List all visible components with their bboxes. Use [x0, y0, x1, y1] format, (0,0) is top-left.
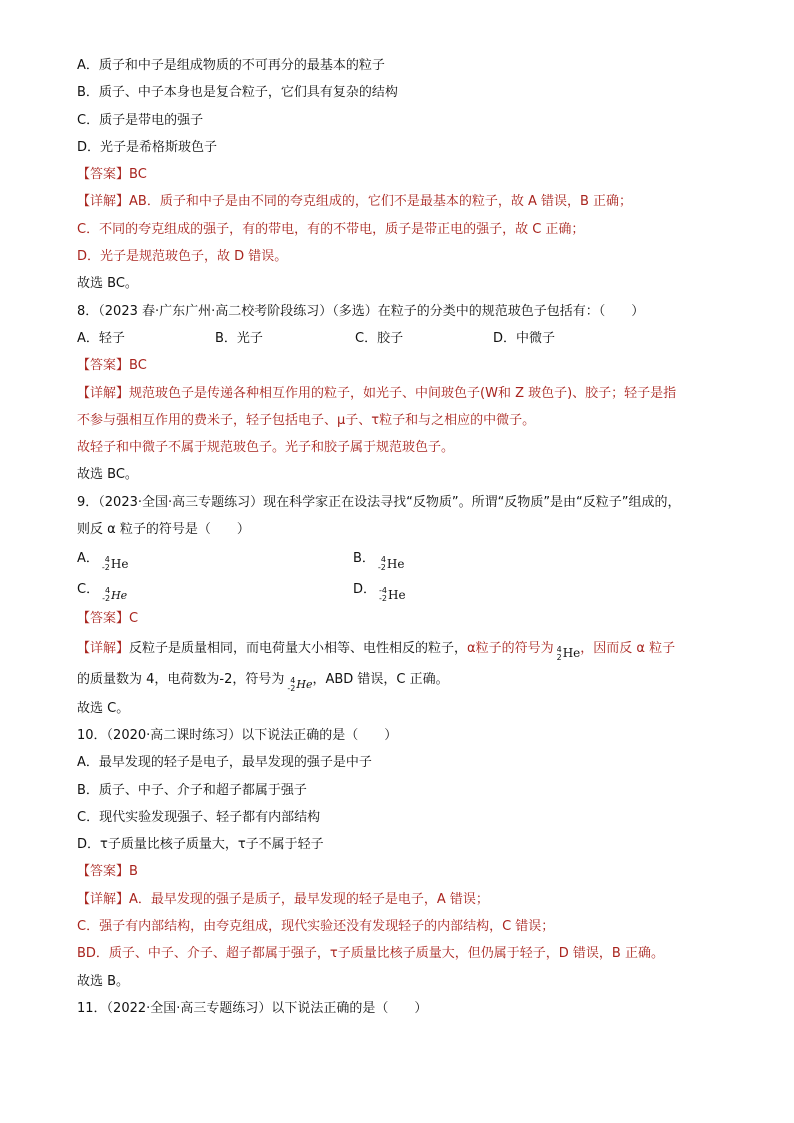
detail-text: 反粒子是质量相同，而电荷量大小相等、电性相反的粒子，	[129, 640, 468, 656]
q8-conclusion: 故选 BC。	[77, 467, 138, 483]
q7-option-b: B．质子、中子本身也是复合粒子，它们具有复杂的结构	[77, 85, 398, 101]
q8-option-b: B．光子	[215, 330, 263, 346]
detail-tag: 【详解】	[77, 640, 130, 656]
q9-option-d	[353, 574, 406, 605]
q7-option-c: C．质子是带电的强子	[77, 112, 204, 128]
option-label: A．	[77, 551, 99, 567]
charge-number: -2	[379, 594, 387, 604]
charge-number: -2	[377, 563, 386, 573]
q9-option-a	[77, 543, 353, 574]
answer-value: BC	[129, 167, 147, 183]
q7-detail-1	[77, 188, 737, 215]
q10-answer	[77, 858, 737, 885]
answer-tag: 【答案】	[77, 864, 130, 880]
q8-detail-2: 不参与强相互作用的费米子，轻子包括电子、μ子、τ粒子和与之相应的中微子。	[77, 412, 536, 428]
document-page	[77, 52, 737, 1022]
nuclide-symbol	[287, 669, 312, 700]
q10-option-c: C．现代实验发现强子、轻子都有内部结构	[77, 809, 321, 825]
detail-text: ，ABD 错误，C 正确。	[312, 671, 449, 687]
q8-option-a: A．轻子	[77, 330, 125, 346]
q7-option-d: D．光子是希格斯玻色子	[77, 139, 218, 155]
q8-options	[77, 325, 737, 352]
q8-option-d: D．中微子	[493, 330, 556, 346]
answer-tag: 【答案】	[77, 358, 130, 374]
charge-number: -2	[287, 683, 296, 693]
q7-option-a: A．质子和中子是组成物质的不可再分的最基本的粒子	[77, 58, 385, 73]
element-symbol: He	[110, 556, 129, 571]
answer-value: BC	[129, 358, 147, 374]
detail-text: AB．质子和中子是由不同的夸克组成的，它们不是最基本的粒子，故 A 错误，B 正确；	[129, 194, 633, 210]
q8-detail-3: 故轻子和中微子不属于规范玻色子。光子和胶子属于规范玻色子。	[77, 440, 455, 456]
q7-detail-2: C．不同的夸克组成的强子，有的带电，有的不带电，质子是带正电的强子，故 C 正确；	[77, 221, 585, 237]
charge-number: -2	[101, 563, 110, 573]
nuclide-symbol	[379, 580, 406, 611]
q9-answer	[77, 605, 737, 632]
option-label: C．	[77, 582, 100, 598]
q9-stem-2: 则反 α 粒子的符号是（ ）	[77, 522, 250, 538]
q9-detail-1	[77, 633, 737, 664]
detail-text: ，因而反 α 粒子	[580, 640, 676, 656]
charge-number: 2	[556, 652, 562, 662]
q9-options-row-2	[77, 574, 737, 605]
q9-option-b	[353, 543, 404, 574]
q9-option-c	[77, 574, 353, 605]
q8-stem: 8．（2023 春·广东广州·高二校考阶段练习）（多选）在粒子的分类中的规范玻色子包括有：（ ）	[77, 303, 645, 319]
q10-detail-1	[77, 886, 737, 913]
q9-detail-2	[77, 664, 737, 695]
option-label: B．	[353, 551, 375, 567]
q9-conclusion: 故选 C。	[77, 700, 130, 716]
element-symbol: He	[111, 588, 128, 602]
q8-detail-1	[77, 380, 737, 407]
q10-detail-2: C．强子有内部结构，由夸克组成，现代实验还没有发现轻子的内部结构，C 错误；	[77, 919, 555, 935]
q10-option-a: A．最早发现的轻子是电子，最早发现的强子是中子	[77, 755, 372, 771]
answer-value: C	[129, 611, 139, 627]
element-symbol: He	[296, 678, 313, 692]
detail-text: 的质量数为 4，电荷数为-2，符号为	[77, 671, 285, 687]
q8-answer	[77, 352, 737, 379]
q9-stem-1: 9．（2023·全国·高三专题练习）现在科学家正在设法寻找“反物质”。所谓“反物质”是由“反粒子”组成的，	[77, 494, 681, 510]
mass-number: 4	[556, 644, 562, 654]
mass-number: 4	[104, 586, 111, 596]
answer-tag: 【答案】	[77, 611, 130, 627]
detail-tag: 【详解】	[77, 891, 130, 907]
q7-conclusion: 故选 BC。	[77, 276, 138, 292]
q10-option-d: D．τ子质量比核子质量大，τ子不属于轻子	[77, 837, 324, 853]
element-symbol: He	[386, 556, 405, 571]
q7-detail-3: D．光子是规范玻色子，故 D 错误。	[77, 249, 288, 265]
detail-tag: 【详解】	[77, 194, 130, 210]
q10-stem: 10．（2020·高二课时练习）以下说法正确的是（ ）	[77, 727, 398, 743]
answer-tag: 【答案】	[77, 167, 130, 183]
nuclide-symbol	[557, 638, 581, 669]
q7-answer	[77, 161, 737, 188]
q11-stem: 11．（2022·全国·高三专题练习）以下说法正确的是（ ）	[77, 1000, 428, 1016]
mass-number: 4	[290, 675, 296, 685]
detail-text: A．最早发现的强子是质子，最早发现的轻子是电子，A 错误；	[129, 891, 489, 907]
answer-value: B	[129, 864, 138, 880]
charge-number: -2	[102, 594, 111, 604]
mass-number: -4	[379, 586, 387, 596]
option-label: D．	[353, 582, 377, 598]
detail-text: α粒子的符号为	[467, 640, 554, 656]
element-symbol: He	[388, 587, 406, 602]
detail-text: 规范玻色子是传递各种相互作用的粒子，如光子、中间玻色子(W和 Z 玻色子)、胶子；轻子是指	[129, 385, 677, 401]
q10-detail-3: BD．质子、中子、介子、超子都属于强子，τ子质量比核子质量大，但仍属于轻子，D 错误，B 正确。	[77, 946, 664, 962]
q8-option-c: C．胶子	[355, 330, 404, 346]
q10-option-b: B．质子、中子、介子和超子都属于强子	[77, 782, 307, 798]
mass-number: 4	[104, 555, 110, 565]
q9-options-row-1	[77, 543, 737, 574]
q10-conclusion: 故选 B。	[77, 973, 130, 989]
element-symbol: He	[562, 646, 581, 661]
mass-number: 4	[380, 555, 386, 565]
detail-tag: 【详解】	[77, 385, 130, 401]
